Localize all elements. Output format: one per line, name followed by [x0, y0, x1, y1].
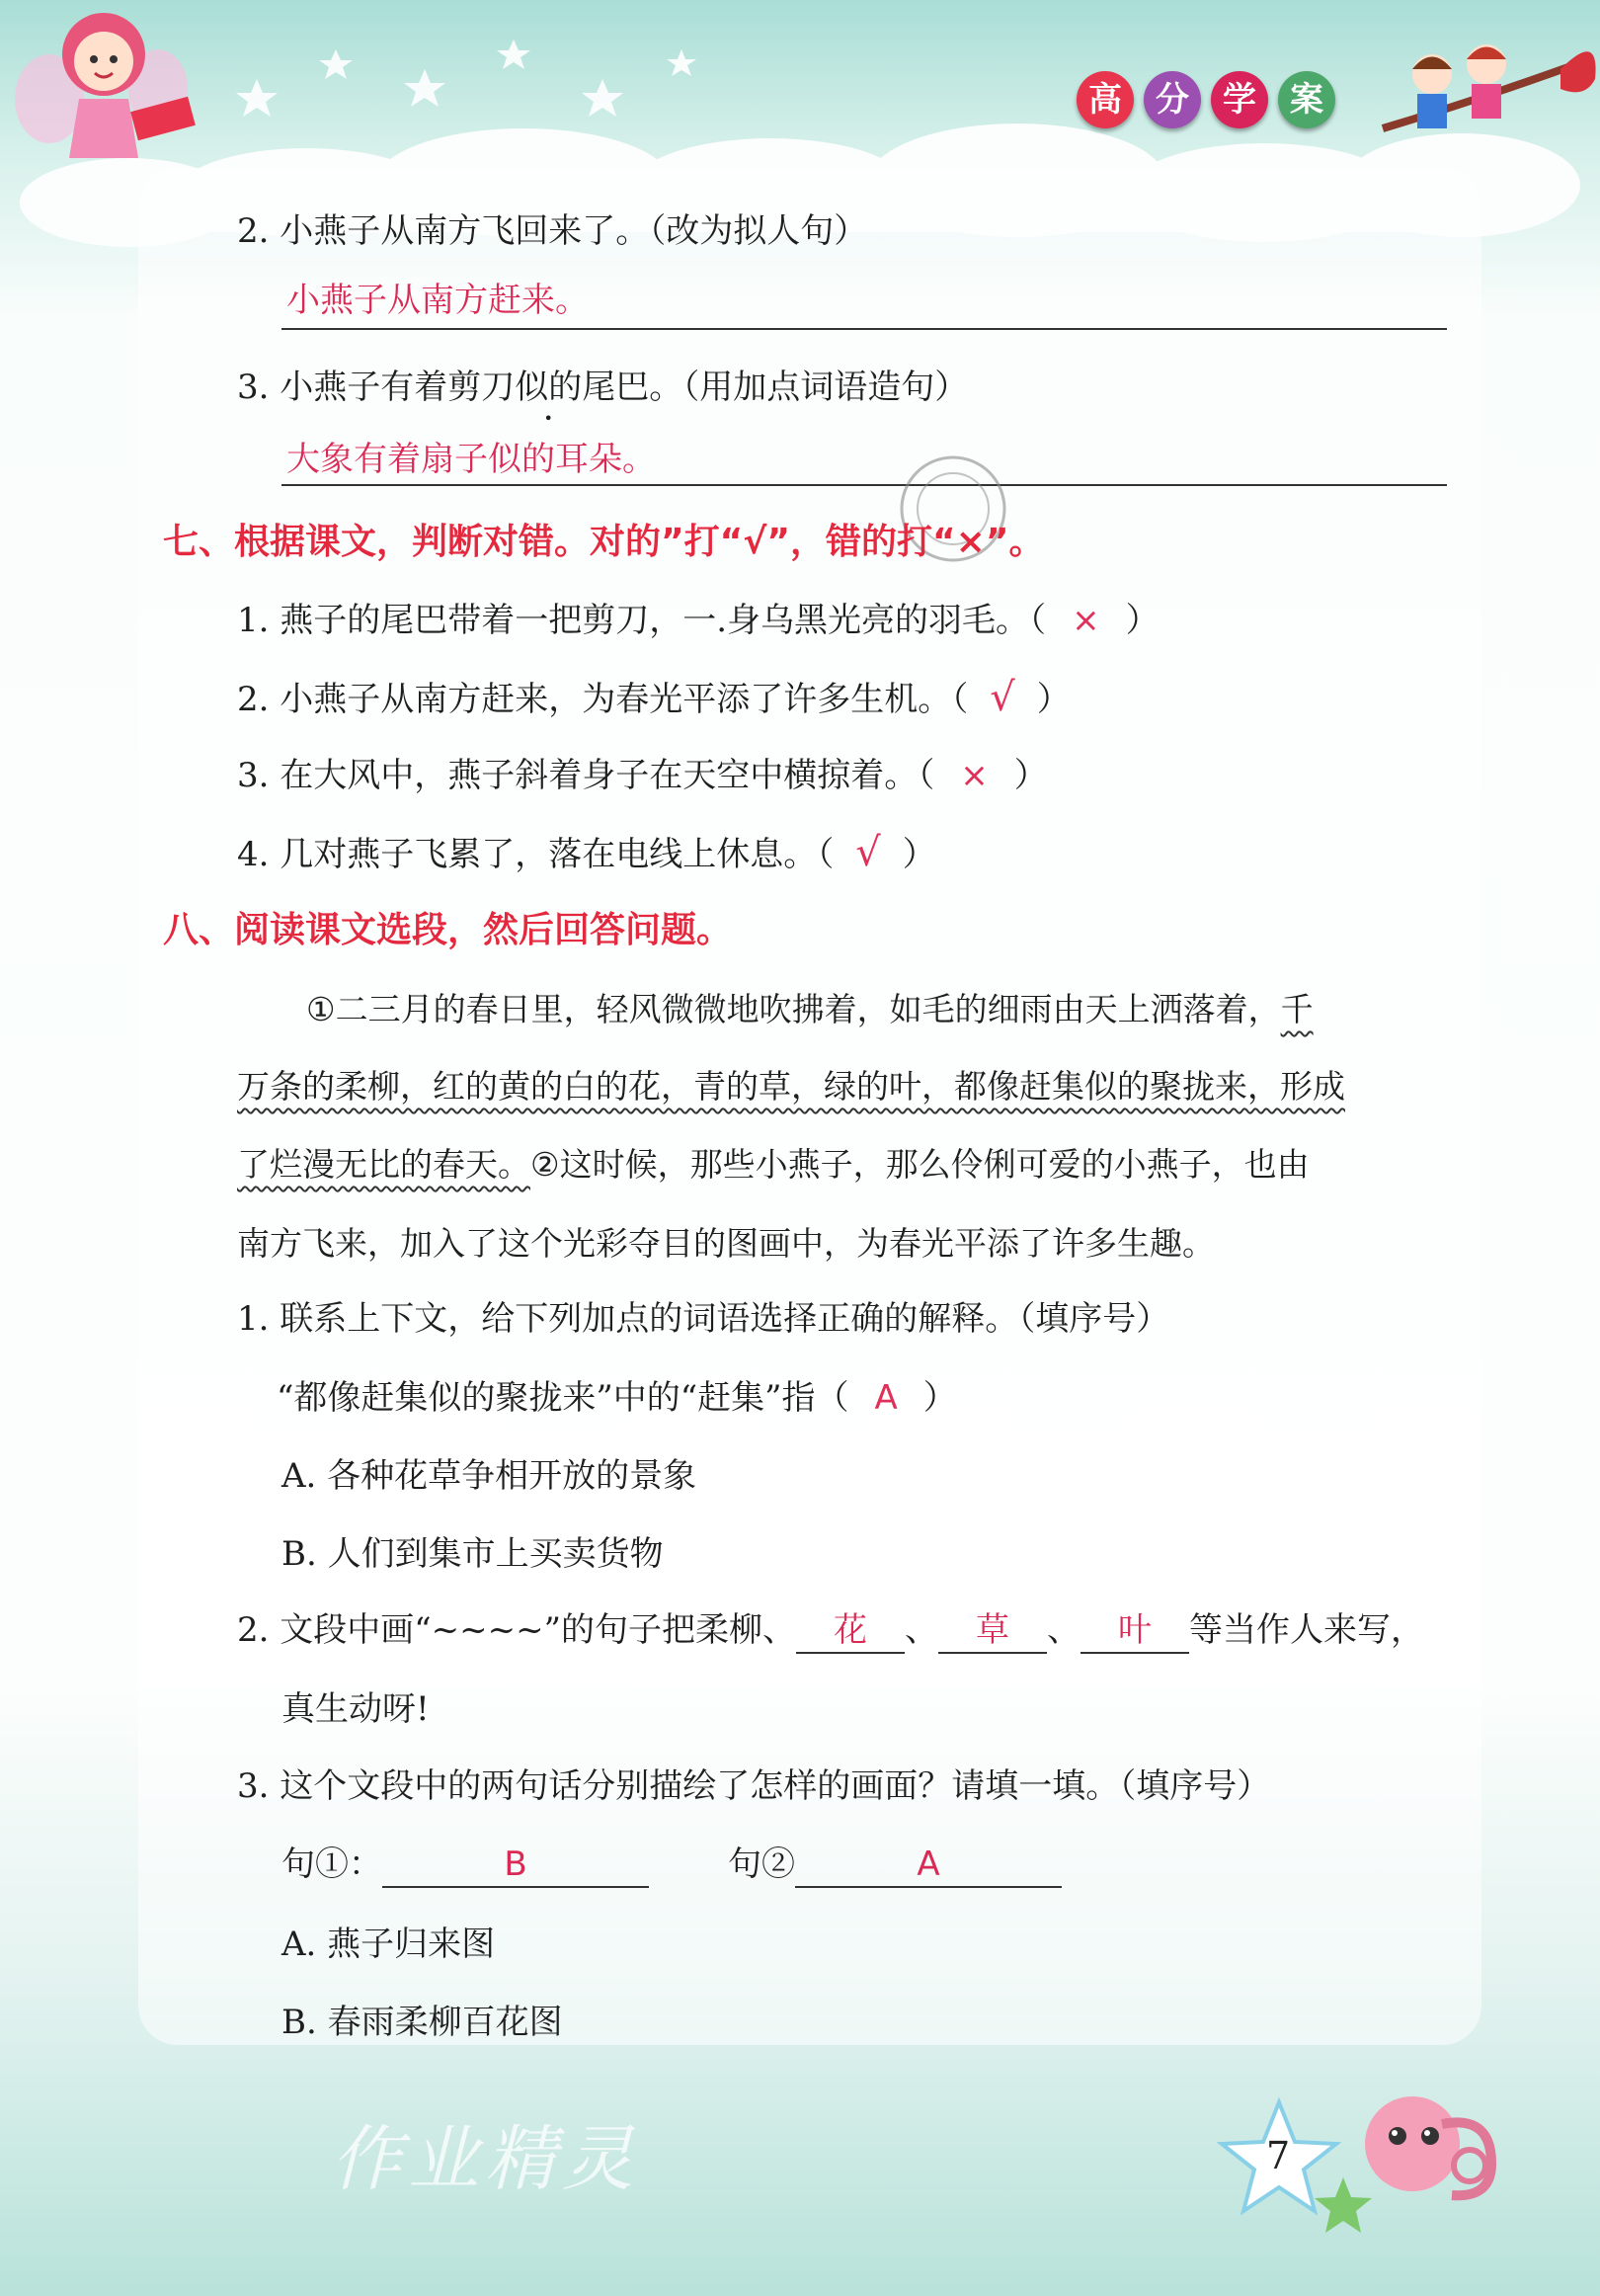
q6-3-answer: 大象有着扇子似的耳朵。 [286, 440, 656, 479]
q8-2-blank-3: 叶 [1080, 1608, 1189, 1654]
star-icon [319, 49, 353, 79]
q8-1-prompt: 1. 联系上下文，给下列加点的词语选择正确的解释。（填序号） [237, 1299, 1170, 1339]
judge-item-1-mark: × [1072, 601, 1100, 640]
green-star-icon [1309, 2173, 1378, 2238]
footer-watermark: 作业精灵 [331, 2117, 640, 2200]
judge-item-4-close: ） [902, 835, 936, 874]
q6-3-dotted-word: 似的 [515, 368, 583, 407]
q8-1-option-b: B. 人们到集市上买卖货物 [281, 1534, 664, 1574]
title-badge-gao: 高 [1077, 71, 1134, 128]
title-badge-fen: 分 [1144, 71, 1201, 128]
passage-line-1-text: ①二三月的春日里，轻风微微地吹拂着，如毛的细雨由天上洒落着， [306, 990, 1281, 1028]
judge-item-1-close: ） [1125, 601, 1160, 640]
q6-2-answer: 小燕子从南方赶来。 [286, 281, 589, 320]
header-stars [217, 20, 731, 138]
passage-line-4: 南方飞来，加入了这个光彩夺目的图画中，为春光平添了许多生趣。 [237, 1224, 1215, 1263]
kids-on-broom-illustration [1373, 20, 1600, 168]
q8-2-sep-1: 、 [904, 1610, 938, 1650]
judge-item-2 [237, 676, 1071, 721]
q6-2-prompt: 2. 小燕子从南方飞回来了。（改为拟人句） [237, 211, 868, 251]
section7-heading: 七、根据课文，判断对错。对的”打“√”，错的打“×”。 [163, 522, 1045, 562]
q8-3-option-b: B. 春雨柔柳百花图 [281, 2003, 563, 2042]
q8-3-label-2: 句② [728, 1845, 795, 1884]
judge-item-4 [237, 831, 936, 876]
star-icon [497, 40, 530, 69]
judge-item-4-text: 4. 几对燕子飞累了，落在电线上休息。（ [237, 835, 835, 874]
page-number: 7 [1266, 2134, 1291, 2177]
q8-3-prompt: 3. 这个文段中的两句话分别描绘了怎样的画面？请填一填。（填序号） [237, 1766, 1271, 1806]
q8-2-blank-1: 花 [796, 1608, 905, 1654]
q6-3-answer-line [281, 484, 1447, 486]
q8-2-prefix: 2. 文段中画“~~~~”的句子把柔柳、 [237, 1610, 796, 1650]
title-badge-an: 案 [1278, 71, 1335, 128]
q8-1-sub-prefix: “都像赶集似的聚拢来”中的“赶集”指（ [277, 1378, 849, 1418]
passage-line-3-wavy: 了烂漫无比的春天。 [237, 1145, 530, 1184]
q8-2-suffix: 等当作人来写， [1188, 1610, 1424, 1650]
q6-3-suffix: 尾巴。（用加点词语造句） [582, 368, 969, 407]
q6-3-prompt [237, 366, 968, 409]
passage-line-1 [306, 988, 1314, 1031]
judge-item-2-mark: √ [990, 675, 1015, 720]
passage-line-3-rest: ②这时候，那些小燕子，那么伶俐可爱的小燕子，也由 [530, 1145, 1310, 1184]
judge-item-2-text: 2. 小燕子从南方赶来，为春光平添了许多生机。（ [237, 680, 969, 719]
q6-2-answer-line [281, 328, 1447, 330]
passage-line-2: 万条的柔柳，红的黄的白的花，青的草，绿的叶，都像赶集似的聚拢来，形成 [237, 1067, 1345, 1106]
q8-1-option-a: A. 各种花草争相开放的景象 [281, 1456, 697, 1496]
q8-3-answers [281, 1843, 1062, 1888]
q8-1-sub-answer: A [874, 1378, 898, 1418]
judge-item-1-text: 1. 燕子的尾巴带着一把剪刀，一.身乌黑光亮的羽毛。（ [237, 601, 1047, 640]
q8-2-prompt [237, 1608, 1424, 1654]
q8-1-sub [277, 1376, 957, 1420]
star-icon [667, 49, 696, 76]
q8-3-answer-1: B [382, 1843, 649, 1888]
q8-2-sep-2: 、 [1046, 1610, 1080, 1650]
section8-heading: 八、阅读课文选段，然后回答问题。 [163, 910, 733, 950]
passage-line-3 [237, 1143, 1310, 1187]
judge-item-3-close: ） [1013, 756, 1048, 795]
judge-item-3 [237, 754, 1048, 797]
q8-1-sub-close: ） [922, 1378, 957, 1418]
judge-item-3-mark: × [960, 756, 989, 795]
q6-3-prefix: 3. 小燕子有着剪刀 [237, 368, 516, 407]
judge-item-4-mark: √ [855, 830, 881, 875]
q8-3-option-a: A. 燕子归来图 [281, 1925, 496, 1964]
star-icon [236, 79, 278, 117]
title-badge-xue: 学 [1211, 71, 1268, 128]
judge-item-2-close: ） [1036, 680, 1071, 719]
fairy-girl-illustration [10, 0, 207, 178]
q8-2-blank-2: 草 [938, 1608, 1047, 1654]
judge-item-3-text: 3. 在大风中，燕子斜着身子在天空中横掠着。（ [237, 756, 935, 795]
q8-3-answer-2: A [795, 1843, 1062, 1888]
judge-item-1 [237, 599, 1160, 642]
star-icon [404, 69, 445, 107]
q8-3-label-1: 句①： [281, 1845, 382, 1884]
q8-2-line2: 真生动呀! [281, 1689, 430, 1729]
star-icon [582, 79, 623, 117]
passage-line-1-wavy: 千 [1280, 990, 1314, 1028]
